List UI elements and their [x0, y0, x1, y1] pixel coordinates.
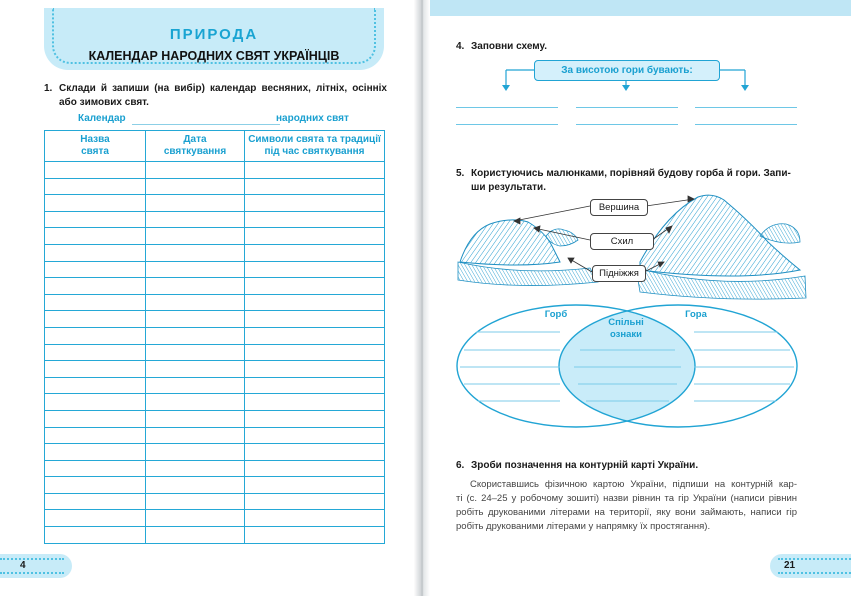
task-text: Заповни схему. — [471, 41, 547, 52]
page-number-badge — [770, 554, 851, 578]
section-subtitle: КАЛЕНДАР НАРОДНИХ СВЯТ УКРАЇНЦІВ — [88, 49, 340, 63]
task-text-line: Користуючись малюнками, порівняй будову горба й гори. Запи- — [471, 168, 791, 179]
page-number: 4 — [20, 560, 26, 571]
section-title: ПРИРОДА — [169, 26, 259, 43]
instruction-line: робіть друкованими літерами у напрямку їх простягання). — [456, 521, 711, 532]
callout-summit: Вершина — [590, 199, 648, 216]
task-text-line: або зимових свят. — [59, 97, 149, 108]
venn-label-common — [596, 317, 656, 341]
task-number: 4. — [456, 41, 465, 52]
venn-label-hill: Горб — [544, 309, 568, 320]
task-number: 6. — [456, 460, 465, 471]
venn-label-mountain: Гора — [685, 309, 707, 320]
header-line: Назва — [80, 134, 110, 145]
instruction-line: робіть друкованими літерами на території, яку вони займають, написи гір — [456, 507, 797, 518]
task-6-instructions — [456, 478, 797, 534]
venn-label-common-line: ознаки — [609, 329, 643, 340]
task-number: 5. — [456, 168, 465, 179]
callout-foot: Підніжжя — [592, 265, 646, 282]
instruction-line: Скориставшись фізичною картою України, підпиши на контурній кар- — [470, 479, 797, 490]
calendar-suffix: народних свят — [276, 113, 349, 124]
venn-label-common-line: Спільні — [608, 317, 644, 328]
header-line: Дата — [183, 134, 207, 145]
page-number: 21 — [784, 560, 796, 571]
task-text-line: Склади й запиши (на вибір) календар весняних, літніх, осінніх — [59, 83, 387, 94]
task-text: Зроби позначення на контурній карті України. — [471, 460, 699, 471]
task-number: 1. — [44, 83, 53, 94]
scheme-header-box: За висотою гори бувають: — [534, 60, 720, 81]
instruction-line: ті (с. 24–25 у робочому зошиті) назви рівнин та гір України (написи рівнин — [456, 493, 797, 504]
header-line: Символи свята та традиції — [248, 134, 381, 145]
callout-slope: Схил — [590, 233, 654, 250]
task-text-line: ши результати. — [471, 182, 546, 193]
header-line: святкування — [163, 146, 227, 157]
header-line: свята — [81, 146, 109, 157]
header-line: під час святкування — [264, 146, 365, 157]
calendar-prefix: Календар — [78, 113, 126, 124]
